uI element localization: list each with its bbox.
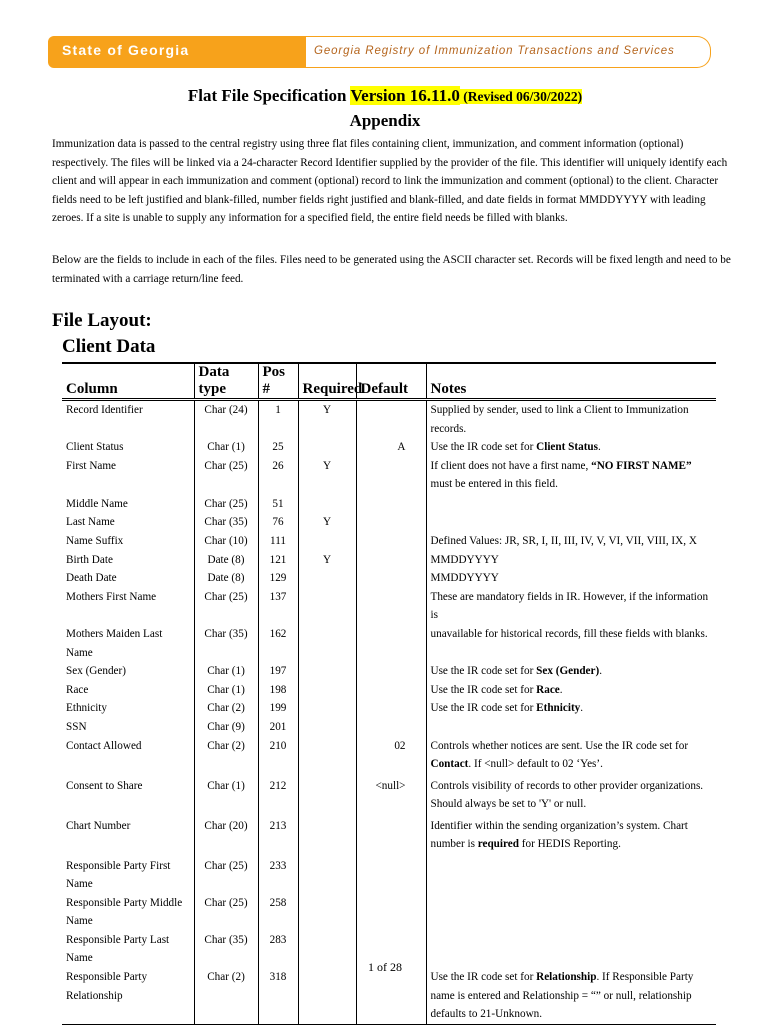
header-required: Required [298, 363, 356, 400]
cell-column: Sex (Gender) [62, 662, 194, 681]
cell-data-type: Char (2) [194, 699, 258, 718]
table-row [62, 625, 716, 662]
cell-pos: 318 [258, 968, 298, 1024]
cell-pos: 1 [258, 400, 298, 439]
cell-pos: 212 [258, 777, 298, 817]
cell-notes [426, 718, 716, 737]
cell-data-type: Char (35) [194, 513, 258, 532]
cell-column: Name Suffix [62, 532, 194, 551]
cell-data-type: Char (1) [194, 662, 258, 681]
table-row [62, 532, 716, 551]
cell-default [356, 968, 426, 1024]
cell-default: A [356, 438, 426, 457]
cell-data-type: Char (2) [194, 737, 258, 777]
cell-notes [426, 551, 716, 570]
notes-bold-term: required [477, 838, 519, 851]
cell-pos: 198 [258, 681, 298, 700]
cell-default [356, 551, 426, 570]
cell-column: Record Identifier [62, 400, 194, 439]
cell-notes [426, 569, 716, 588]
cell-data-type: Char (25) [194, 894, 258, 931]
cell-notes [426, 777, 716, 817]
cell-default [356, 817, 426, 857]
cell-data-type: Char (1) [194, 438, 258, 457]
table-row [62, 551, 716, 570]
cell-pos: 162 [258, 625, 298, 662]
cell-notes [426, 588, 716, 625]
notes-text: These are mandatory fields in IR. However, if the information is [430, 590, 709, 622]
table-row [62, 718, 716, 737]
client-data-heading: Client Data [62, 336, 156, 357]
banner-program-tab [306, 36, 711, 68]
cell-notes [426, 857, 716, 894]
page-title [0, 86, 770, 106]
cell-required [298, 718, 356, 737]
notes-text: must be entered in this field. [430, 478, 558, 491]
notes-text: Use the IR code set for [430, 441, 537, 454]
cell-column: Birth Date [62, 551, 194, 570]
notes-text: . [598, 441, 601, 454]
file-layout-heading: File Layout: [52, 310, 152, 331]
cell-column: First Name [62, 457, 194, 495]
cell-required [298, 438, 356, 457]
notes-bold-term: Contact [430, 758, 469, 771]
cell-column: Client Status [62, 438, 194, 457]
header-column: Column [62, 363, 194, 400]
cell-required [298, 569, 356, 588]
table-row [62, 495, 716, 514]
title-version: Version 16.11.0 [350, 86, 460, 105]
table-row [62, 400, 716, 439]
cell-required [298, 532, 356, 551]
table-row [62, 817, 716, 857]
cell-required [298, 625, 356, 662]
notes-text: If client does not have a first name, [430, 459, 592, 472]
header-notes: Notes [426, 363, 716, 400]
cell-notes [426, 699, 716, 718]
table-row [62, 662, 716, 681]
notes-text: MMDDYYYY [430, 553, 499, 566]
cell-required [298, 681, 356, 700]
banner-program-label: Georgia Registry of Immunization Transactions and Services [314, 45, 675, 57]
cell-pos: 283 [258, 931, 298, 968]
header-default: Default [356, 363, 426, 400]
cell-column: Mothers First Name [62, 588, 194, 625]
cell-data-type: Char (35) [194, 625, 258, 662]
cell-notes [426, 662, 716, 681]
cell-pos: 25 [258, 438, 298, 457]
header-banner [48, 36, 712, 68]
notes-text: Use the IR code set for [430, 971, 537, 984]
table-row [62, 968, 716, 1024]
cell-default [356, 718, 426, 737]
cell-data-type: Char (10) [194, 532, 258, 551]
cell-required [298, 968, 356, 1024]
cell-pos: 197 [258, 662, 298, 681]
cell-pos: 201 [258, 718, 298, 737]
cell-default [356, 588, 426, 625]
cell-pos: 129 [258, 569, 298, 588]
cell-default [356, 681, 426, 700]
cell-data-type: Char (2) [194, 968, 258, 1024]
notes-text: . If Responsible Party name is entered and Relationship = “” or null, relationship defaults to 21-Unknown. [430, 971, 694, 1021]
cell-column: Chart Number [62, 817, 194, 857]
cell-required [298, 588, 356, 625]
cell-data-type: Char (1) [194, 681, 258, 700]
cell-pos: 233 [258, 857, 298, 894]
cell-required: Y [298, 400, 356, 439]
cell-required [298, 737, 356, 777]
notes-text: Controls visibility of records to other provider organizations. Should always be set to 'Y' or null. [430, 779, 704, 811]
cell-data-type: Date (8) [194, 551, 258, 570]
cell-data-type: Char (9) [194, 718, 258, 737]
cell-column: SSN [62, 718, 194, 737]
cell-default [356, 894, 426, 931]
cell-required: Y [298, 513, 356, 532]
cell-pos: 199 [258, 699, 298, 718]
notes-text: Defined Values: JR, SR, I, II, III, IV, V, VI, VII, VIII, IX, X [430, 534, 697, 547]
cell-required: Y [298, 457, 356, 495]
cell-default [356, 495, 426, 514]
page-number: 1 of 28 [368, 960, 402, 974]
notes-text: Controls whether notices are sent. Use the IR code set for [430, 739, 689, 752]
notes-bold-term: Client Status [536, 441, 598, 454]
cell-column: Mothers Maiden Last Name [62, 625, 194, 662]
cell-data-type: Char (25) [194, 588, 258, 625]
table-row [62, 699, 716, 718]
cell-required [298, 777, 356, 817]
notes-text: . [599, 665, 603, 678]
fields-paragraph: Below are the fields to include in each of the files. Files need to be generated using the ASCII character set. Records will be fixed length and need to be terminated with a carriage return/line feed. [52, 254, 731, 285]
header-pos: Pos # [258, 363, 298, 400]
notes-bold-term: “NO FIRST NAME” [591, 459, 692, 472]
table-row [62, 737, 716, 777]
cell-default: <null> [356, 777, 426, 817]
cell-pos: 26 [258, 457, 298, 495]
table-row [62, 681, 716, 700]
table-row [62, 513, 716, 532]
cell-pos: 76 [258, 513, 298, 532]
cell-default [356, 532, 426, 551]
cell-default: 02 [356, 737, 426, 777]
cell-column: Ethnicity [62, 699, 194, 718]
cell-required [298, 857, 356, 894]
cell-notes [426, 457, 716, 495]
notes-text: for HEDIS Reporting. [518, 838, 621, 851]
cell-notes [426, 438, 716, 457]
cell-data-type: Char (25) [194, 495, 258, 514]
cell-required: Y [298, 551, 356, 570]
cell-default [356, 400, 426, 439]
cell-column: Race [62, 681, 194, 700]
cell-default [356, 699, 426, 718]
cell-pos: 121 [258, 551, 298, 570]
cell-data-type: Char (35) [194, 931, 258, 968]
cell-pos: 137 [258, 588, 298, 625]
notes-bold-term: Relationship [536, 971, 597, 984]
cell-column: Responsible Party Relationship [62, 968, 194, 1024]
banner-state-tab [48, 36, 310, 68]
cell-required [298, 662, 356, 681]
notes-text: Use the IR code set for [430, 683, 537, 696]
cell-data-type: Date (8) [194, 569, 258, 588]
cell-pos: 111 [258, 532, 298, 551]
cell-notes [426, 513, 716, 532]
cell-required [298, 699, 356, 718]
notes-text: Use the IR code set for [430, 665, 537, 678]
banner-state-label: State of Georgia [62, 42, 190, 58]
table-row [62, 857, 716, 894]
page-subtitle: Appendix [349, 111, 421, 130]
cell-data-type: Char (25) [194, 457, 258, 495]
notes-text: . [559, 683, 563, 696]
notes-text: unavailable for historical records, fill these fields with blanks. [430, 627, 708, 640]
cell-default [356, 662, 426, 681]
cell-column: Contact Allowed [62, 737, 194, 777]
cell-column: Consent to Share [62, 777, 194, 817]
cell-data-type: Char (25) [194, 857, 258, 894]
cell-column: Responsible Party Last Name [62, 931, 194, 968]
table-row [62, 438, 716, 457]
cell-column: Responsible Party Middle Name [62, 894, 194, 931]
header-data-type: Data type [194, 363, 258, 400]
cell-column: Last Name [62, 513, 194, 532]
cell-notes [426, 625, 716, 662]
cell-pos: 210 [258, 737, 298, 777]
cell-default [356, 513, 426, 532]
cell-notes [426, 532, 716, 551]
notes-bold-term: Race [536, 683, 560, 696]
cell-notes [426, 495, 716, 514]
cell-pos: 258 [258, 894, 298, 931]
cell-notes [426, 400, 716, 439]
cell-default [356, 857, 426, 894]
notes-text: MMDDYYYY [430, 572, 499, 585]
cell-notes [426, 894, 716, 931]
notes-bold-term: Ethnicity [536, 702, 581, 715]
cell-data-type: Char (24) [194, 400, 258, 439]
cell-required [298, 894, 356, 931]
cell-data-type: Char (20) [194, 817, 258, 857]
cell-pos: 213 [258, 817, 298, 857]
cell-column: Responsible Party First Name [62, 857, 194, 894]
notes-text: . [580, 702, 584, 715]
cell-default [356, 625, 426, 662]
table-row [62, 569, 716, 588]
notes-text: Identifier within the sending organization’s system. Chart number is [430, 819, 688, 851]
table-header-row [62, 363, 716, 400]
intro-paragraph: Immunization data is passed to the central registry using three flat files containing client, immunization, and comment information (optional) respectively. The files will be linked via a 24-character Record Identifier supplied by the provider of the file. This identifier will uniquely identify each client and will appear in each immunization and comment (optional) record to link the immunization and comment (optional) to the client. Character fields need to be left justified and blank-filled, number fields right justified and blank-filled, and date fields in format MMDDYYYY with leading zeroes. If a site is unable to supply any information for a specified field, the entire field needs be filled with blanks. [52, 138, 728, 224]
table-row [62, 777, 716, 817]
cell-column: Death Date [62, 569, 194, 588]
client-data-table [62, 362, 716, 1025]
cell-column: Middle Name [62, 495, 194, 514]
title-revised: (Revised 06/30/2022) [459, 89, 583, 104]
cell-data-type: Char (1) [194, 777, 258, 817]
cell-required [298, 495, 356, 514]
cell-notes [426, 737, 716, 777]
table-row [62, 894, 716, 931]
notes-text: Supplied by sender, used to link a Client to Immunization records. [430, 404, 689, 435]
notes-text: . If <null> default to 02 ‘Yes’. [468, 758, 603, 771]
table-row [62, 457, 716, 495]
title-main: Flat File Specification [187, 86, 351, 105]
notes-bold-term: Sex (Gender) [536, 665, 600, 678]
cell-notes [426, 968, 716, 1024]
cell-pos: 51 [258, 495, 298, 514]
table-row [62, 588, 716, 625]
notes-text: Use the IR code set for [430, 702, 537, 715]
cell-notes [426, 681, 716, 700]
cell-default [356, 569, 426, 588]
cell-default [356, 457, 426, 495]
cell-required [298, 817, 356, 857]
cell-notes [426, 817, 716, 857]
